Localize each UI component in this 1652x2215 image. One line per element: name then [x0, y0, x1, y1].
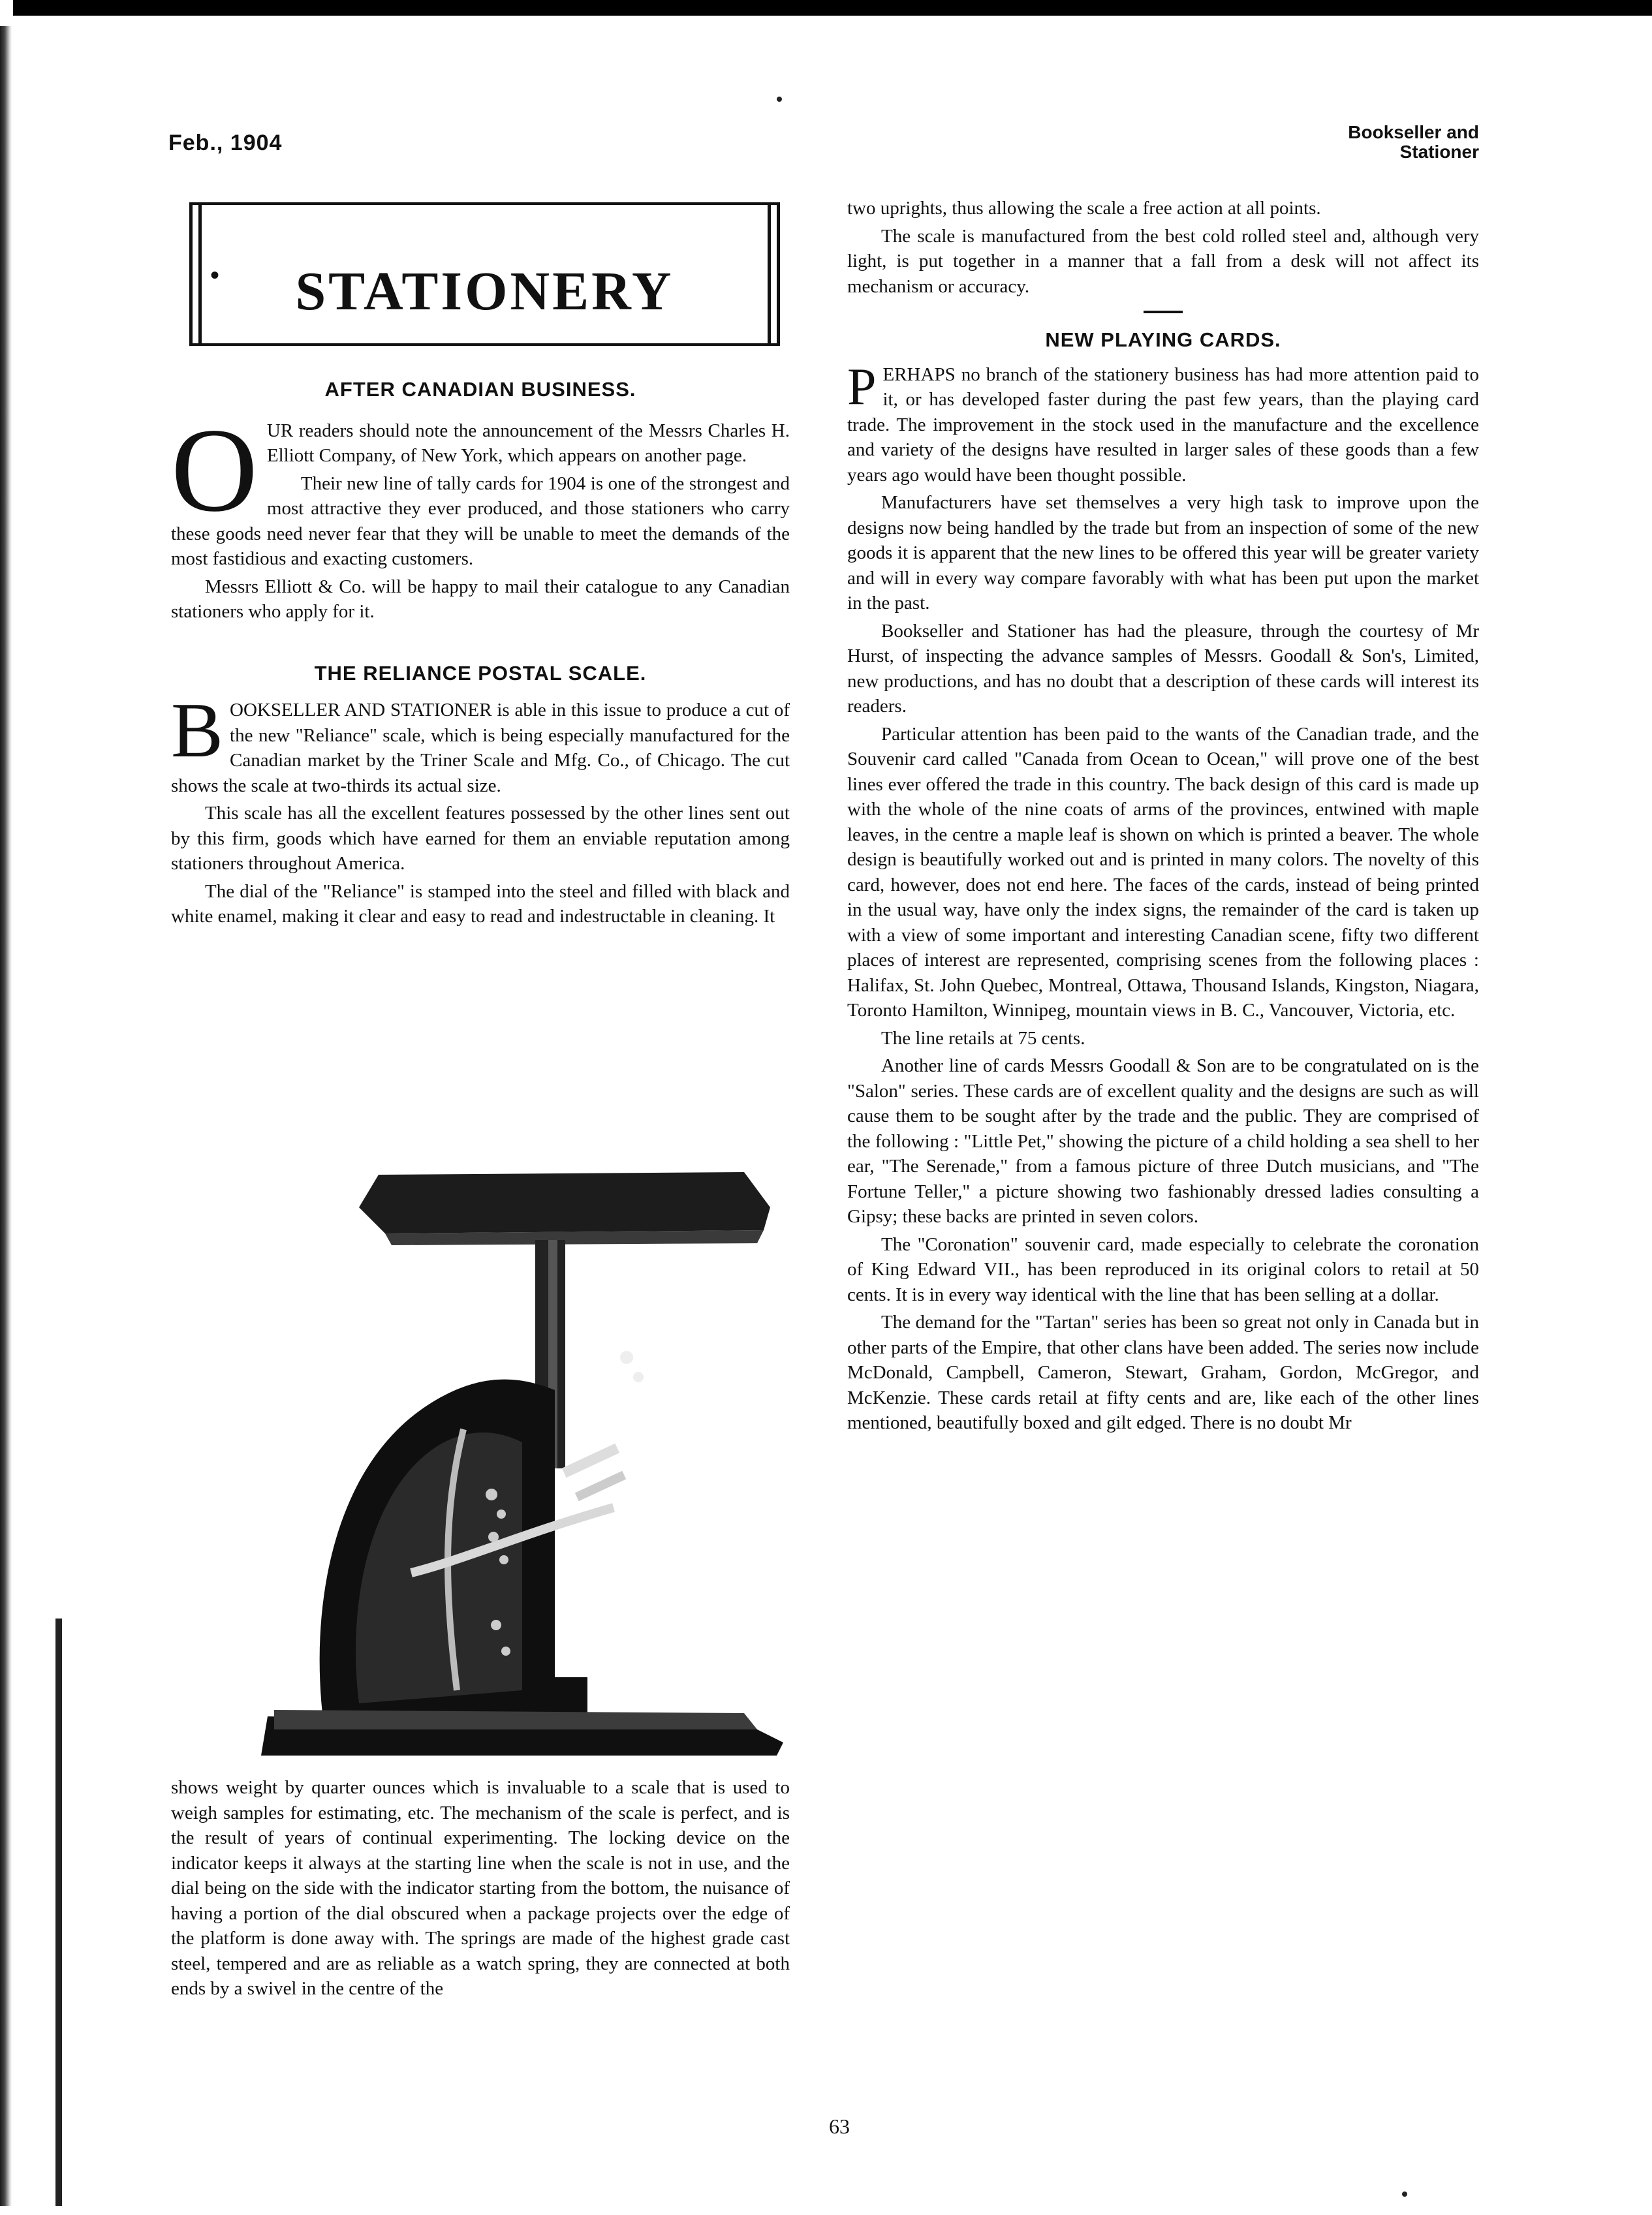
publication-name-line2: Stationer: [1399, 142, 1479, 162]
article-paragraph: shows weight by quarter ounces which is invaluable to a scale that is used to weigh samples for estimating, etc. The mechanism of the scale is perfect, and is the result of years of continual experimenting. The locking device on the indicator keeps it always at the starting line when the scale is not in use, and the dial being on the side with the indicator starting from the bottom, the nuisance of having a portion of the dial obscured when a package projects over the edge of the platform is done away with. The springs are made of the highest grade cast steel, tempered and are as reliable as a watch spring, they are connected at both ends by a swivel in the centre of the: [171, 1777, 790, 1999]
publication-name-line1: Bookseller and: [1348, 122, 1479, 142]
issue-date: Feb., 1904: [168, 131, 283, 155]
paragraph-text: ERHAPS no branch of the stationery business has had more attention paid to it, or has developed faster during the past few years, than the playing card trade. The improvement in the stock used in the manufacture and the excellence and variety of the designs have resulted in larger sales of these goods than a few years ago would have been thought possible.: [847, 364, 1479, 486]
paragraph-text: UR readers should note the announcement of the Messrs Charles H. Elliott Company, of New York, which appears on another page.: [266, 420, 790, 466]
scan-top-border: [13, 0, 1652, 16]
article-paragraph: [171, 687, 790, 798]
scan-left-shadow: [55, 1619, 62, 2206]
left-column-top: [171, 377, 790, 932]
article-heading: AFTER CANADIAN BUSINESS.: [324, 378, 636, 401]
section-bullet: •: [210, 260, 220, 290]
article-paragraph: two uprights, thus allowing the scale a free action at all points.: [847, 198, 1321, 219]
paragraph-text: OOKSELLER AND STATIONER is able in this issue to produce a cut of the new "Reliance" scale, which is being especially manufactured for the Canadian market by the Triner Scale and Mfg. Co., of Chicago. The cut shows the scale at two-thirds its actual size.: [171, 700, 790, 796]
section-divider: [1144, 311, 1183, 313]
left-column-bottom: [171, 1775, 790, 2004]
section-title: STATIONERY: [295, 261, 674, 322]
right-column: [847, 196, 1479, 1438]
article-paragraph: The line retails at 75 cents.: [881, 1027, 1085, 1049]
speck: [1402, 2192, 1407, 2197]
article-paragraph: The scale is manufactured from the best cold rolled steel and, although very light, is put together in a manner that a fall from a desk will not affect its mechanism or accuracy.: [847, 225, 1479, 297]
article-paragraph: Messrs Elliott & Co. will be happy to mail their catalogue to any Canadian stationers who apply for it.: [171, 576, 790, 622]
article-heading: THE RELIANCE POSTAL SCALE.: [314, 661, 647, 685]
article-heading: NEW PLAYING CARDS.: [1045, 328, 1281, 351]
page-number: 63: [829, 2114, 850, 2138]
drop-cap: P: [847, 358, 877, 416]
speck: [777, 97, 782, 102]
box-rule-bottom: [189, 343, 780, 346]
drop-cap: B: [171, 687, 224, 773]
scan-left-edge: [0, 26, 12, 2206]
article-paragraph: The demand for the "Tartan" series has been so great not only in Canada but in other parts of the Empire, that other clans have been added. The series now include McDonald, Campbell, Cameron, Stewart, Graham, Gordon, McGregor, and McKenzie. These cards retail at fifty cents and are, like each of the other lines mentioned, beautifully boxed and gilt edged. There is no doubt Mr: [847, 1312, 1479, 1433]
postal-scale-illustration: [248, 1168, 822, 1756]
article-paragraph: The "Coronation" souvenir card, made especially to celebrate the coronation of King Edward VII., has been reproduced in its original colors to retail at 50 cents. It is in every way identical with the line that has been selling at a dollar.: [847, 1233, 1479, 1305]
article-paragraph: Another line of cards Messrs Goodall & Son are to be congratulated on is the "Salon" series. These cards are of excellent quality and the designs are such as will cause them to be sought after by the trade and the public. They are comprised of the following : "Little Pet," showing the picture of a child holding a sea shell to her ear, "The Serenade," from a famous picture of three Dutch musicians, and "The Fortune Teller," a picture showing two fashionably dressed ladies consulting a Gipsy; these backs are printed in seven colors.: [847, 1055, 1479, 1227]
article-paragraph: The dial of the "Reliance" is stamped into the steel and filled with black and white enamel, making it clear and easy to read and indestructable in cleaning. It: [171, 880, 790, 927]
drop-cap: O: [171, 403, 258, 536]
article-paragraph: Their new line of tally cards for 1904 is one of the strongest and most attractive they ever produced, and those stationers who carry these goods need never fear that they will be unable to meet the demands of the most fastidious and exacting customers.: [171, 472, 790, 569]
publication-name: [1348, 123, 1479, 162]
article-paragraph: Manufacturers have set themselves a very high task to improve upon the designs now being handled by the trade but from an inspection of some of the new goods it is apparent that the new lines to be offered this year will be greater variety and will in every way compare favorably with what has been put upon the market in the past.: [847, 492, 1479, 613]
article-paragraph: Bookseller and Stationer has had the pleasure, through the courtesy of Mr Hurst, of inspecting the advance samples of Messrs. Goodall & Son's, Limited, new productions, and has no doubt that a description of these cards will interest its readers.: [847, 620, 1479, 717]
box-rule-top: [189, 202, 780, 205]
article-paragraph: Particular attention has been paid to the wants of the Canadian trade, and the Souvenir card called "Canada from Ocean to Ocean," will prove one of the best lines ever offered the trade in this country. The back design of this card is made up with the whole of the nine coats of arms of the provinces, entwined with maple leaves, in the centre a maple leaf is shown on which is printed a beaver. The whole design is beautifully worked out and is printed in many colors. The novelty of this card, however, does not end here. The faces of the cards, instead of being printed in the usual way, have only the index signs, the remainder of the card is taken up with a view of some important and interesting Canadian scene, fifty two different places of interest are represented, comprising scenes from the following places : Halifax, St. John Quebec, Montreal, Ottawa, Thousand Islands, Kingston, Niagara, Toronto Hamilton, Winnipeg, mountain views in B. C., Vancouver, Victoria, etc.: [847, 723, 1479, 1021]
section-title-box: [189, 202, 780, 346]
article-paragraph: This scale has all the excellent features possessed by the other lines sent out by this firm, goods which have earned for them an enviable reputation among stationers throughout America.: [171, 803, 790, 874]
article-paragraph: [847, 358, 1479, 488]
